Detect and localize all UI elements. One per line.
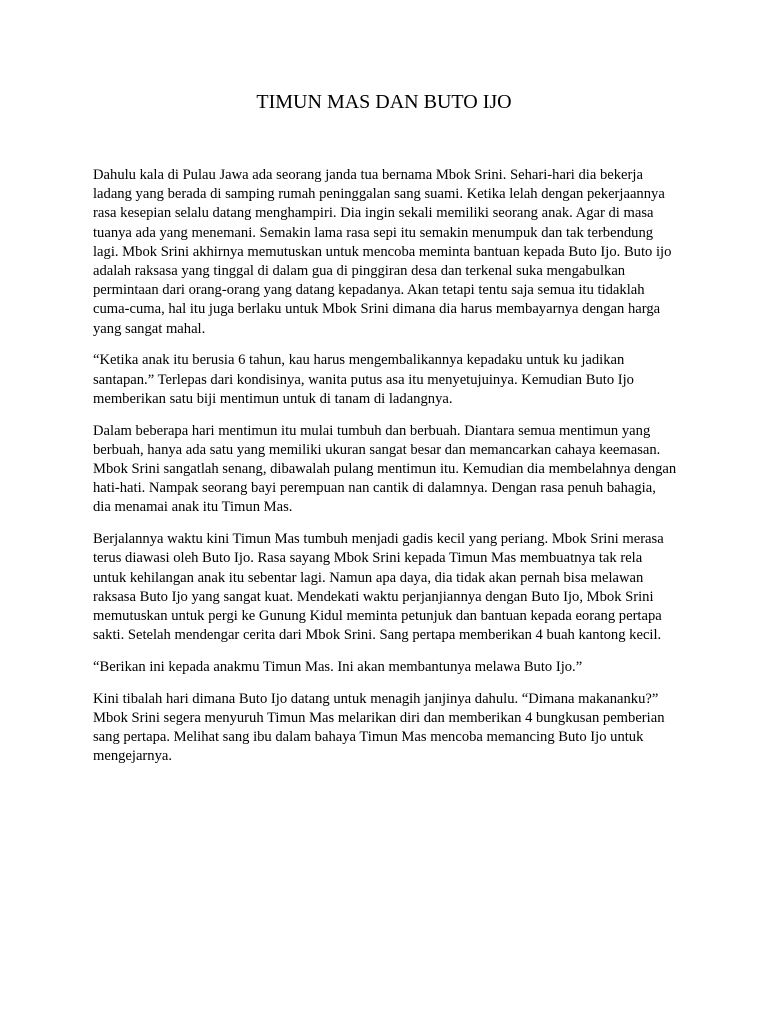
document-body [93, 166, 677, 779]
paragraph: Berjalannya waktu kini Timun Mas tumbuh menjadi gadis kecil yang periang. Mbok Srini merasa terus diawasi oleh Buto Ijo. Rasa sayang Mbok Srini kepada Timun Mas membuatnya tak rela untuk kehilangan anak itu sebentar lagi. Namun apa daya, dia tidak akan pernah bisa melawan raksasa Buto Ijo yang sangat kuat. Mendekati waktu perjanjiannya dengan Buto Ijo, Mbok Srini memutuskan untuk pergi ke Gunung Kidul meminta petunjuk dan bantuan kepada eorang pertapa sakti. Setelah mendengar cerita dari Mbok Srini. Sang pertapa memberikan 4 buah kantong kecil. [93, 531, 664, 644]
paragraph: “Berikan ini kepada anakmu Timun Mas. Ini akan membantunya melawa Buto Ijo.” [93, 659, 583, 676]
paragraph: Dahulu kala di Pulau Jawa ada seorang janda tua bernama Mbok Srini. Sehari-hari dia bekerja ladang yang berada di samping rumah peninggalan sang suami. Ketika lelah dengan pekerjaannya rasa kesepian selalu datang menghampiri. Dia ingin sekali memiliki seorang anak. Agar di masa tuanya ada yang menemani. Semakin lama rasa sepi itu semakin menumpuk dan tak terbendung lagi. Mbok Srini akhirnya memutuskan untuk mencoba meminta bantuan kepada Buto Ijo. Buto ijo adalah raksasa yang tinggal di dalam gua di pinggiran desa dan terkenal suka mengabulkan permintaan dari orang-orang yang datang kepadanya. Akan tetapi tentu saja semua itu tidaklah cuma-cuma, hal itu juga berlaku untuk Mbok Srini dimana dia harus membayarnya dengan harga yang sangat mahal. [93, 167, 672, 337]
document-title: TIMUN MAS DAN BUTO IJO [256, 91, 512, 113]
paragraph: Dalam beberapa hari mentimun itu mulai tumbuh dan berbuah. Diantara semua mentimun yang berbuah, hanya ada satu yang memiliki ukuran sangat besar dan memancarkan cahaya keemasan. Mbok Srini sangatlah senang, dibawalah pulang mentimun itu. Kemudian dia membelahnya dengan hati-hati. Nampak seorang bayi perempuan nan cantik di dalamnya. Dengan rasa penuh bahagia, dia menamai anak itu Timun Mas. [93, 422, 677, 516]
paragraph: Kini tibalah hari dimana Buto Ijo datang untuk menagih janjinya dahulu. “Dimana makananku?” Mbok Srini segera menyuruh Timun Mas melarikan diri dan memberikan 4 bungkusan pemberian sang pertapa. Melihat sang ibu dalam bahaya Timun Mas mencoba memancing Buto Ijo untuk mengejarnya. [93, 690, 665, 765]
paragraph: “Ketika anak itu berusia 6 tahun, kau harus mengembalikannya kepadaku untuk ku jadikan santapan.” Terlepas dari kondisinya, wanita putus asa itu menyetujuinya. Kemudian Buto Ijo memberikan satu biji mentimun untuk di tanam di ladangnya. [93, 352, 634, 407]
